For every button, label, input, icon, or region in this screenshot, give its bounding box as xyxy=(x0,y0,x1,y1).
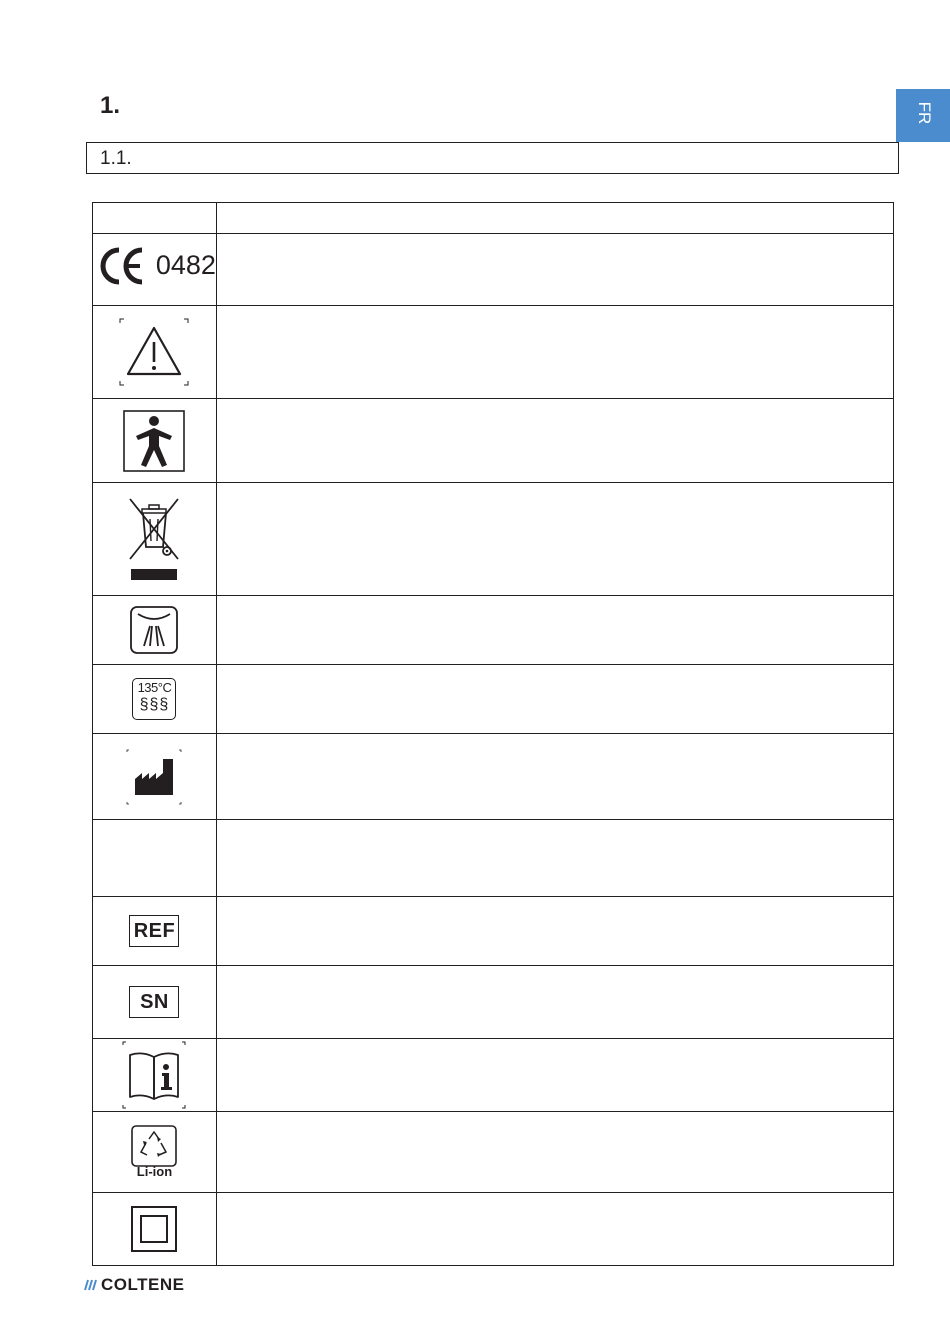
li-ion-label: Li-ion xyxy=(136,1164,173,1179)
description-cell xyxy=(216,306,893,399)
language-tab-label: FR xyxy=(915,101,934,125)
description-cell xyxy=(216,1039,893,1112)
symbol-cell xyxy=(93,399,217,483)
table-row xyxy=(93,1112,894,1193)
header-cell-description xyxy=(216,203,893,234)
symbol-cell xyxy=(93,734,217,820)
table-row xyxy=(93,399,894,483)
description-cell xyxy=(216,966,893,1039)
table-row xyxy=(93,820,894,897)
section-heading: 1.1. xyxy=(100,148,132,169)
ref-icon xyxy=(129,915,179,947)
description-cell xyxy=(216,897,893,966)
symbol-cell xyxy=(93,1193,217,1266)
serial-number-icon xyxy=(129,986,179,1018)
ce-mark-icon xyxy=(100,247,146,285)
table-row xyxy=(93,596,894,665)
table-row xyxy=(93,665,894,734)
table-row xyxy=(93,734,894,820)
manufacturer-icon xyxy=(126,749,182,805)
description-cell xyxy=(216,1112,893,1193)
steam-wave-icon: §§§ xyxy=(139,696,170,713)
consult-instructions-icon xyxy=(122,1041,186,1109)
table-row xyxy=(93,306,894,399)
header-cell-symbol xyxy=(93,203,217,234)
footer-logo xyxy=(84,1275,184,1295)
uv-light-icon xyxy=(130,606,178,654)
symbol-cell xyxy=(93,1039,217,1112)
section-heading-box xyxy=(86,142,899,174)
coltene-slashes-icon xyxy=(84,1279,98,1291)
li-ion-recycle-icon xyxy=(131,1125,177,1167)
description-cell xyxy=(216,820,893,897)
chapter-heading: 1. xyxy=(100,92,121,119)
symbol-cell xyxy=(93,897,217,966)
description-cell xyxy=(216,399,893,483)
warning-triangle-icon xyxy=(119,318,189,386)
ref-label: REF xyxy=(133,919,176,942)
description-cell xyxy=(216,734,893,820)
table-row xyxy=(93,897,894,966)
table-row xyxy=(93,966,894,1039)
symbol-cell xyxy=(93,665,217,734)
symbol-cell xyxy=(93,234,217,306)
description-cell xyxy=(216,483,893,596)
weee-crossed-bin-icon xyxy=(126,495,182,583)
autoclave-icon xyxy=(132,678,176,720)
table-row xyxy=(93,1039,894,1112)
symbol-cell xyxy=(93,966,217,1039)
description-cell xyxy=(216,665,893,734)
description-cell xyxy=(216,596,893,665)
footer-brand: COLTENE xyxy=(101,1275,185,1294)
table-header-row xyxy=(93,203,894,234)
symbol-cell xyxy=(93,483,217,596)
symbol-cell xyxy=(93,1112,217,1193)
ce-notified-body-number: 0482 xyxy=(155,250,216,280)
autoclave-temperature: 135°C xyxy=(137,680,172,695)
table-row xyxy=(93,234,894,306)
table-row xyxy=(93,483,894,596)
table-row xyxy=(93,1193,894,1266)
symbol-cell xyxy=(93,596,217,665)
type-bf-applied-part-icon xyxy=(123,410,185,472)
symbols-table xyxy=(92,202,894,1266)
class-ii-icon xyxy=(131,1206,177,1252)
symbol-cell xyxy=(93,820,217,897)
description-cell xyxy=(216,1193,893,1266)
language-tab xyxy=(896,89,950,142)
serial-number-label: SN xyxy=(140,990,169,1013)
description-cell xyxy=(216,234,893,306)
symbol-cell xyxy=(93,306,217,399)
